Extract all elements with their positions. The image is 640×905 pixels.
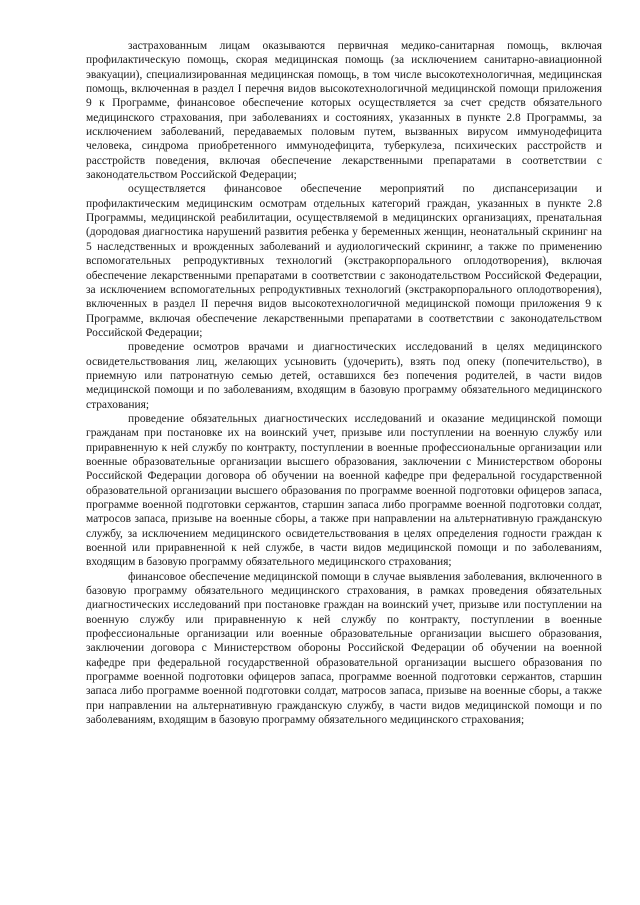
paragraph-military-registration-diagnostics: проведение обязательных диагностических исследований и оказание медицинской помощи гражданам при постановке их на воинский учет, призыве или поступлении на военную службу или приравненную к ней службу по контракту, поступлении в военные профессиональные организации или военные образовательные организации высшего образования, заключении с Министерством обороны Российской Федерации договора об обучении на военной кафедре при федеральной государственной образовательной организации высшего образования по программе военной подготовки офицеров запаса, программе военной подготовки сержантов, старшин запаса либо программе военной подготовки солдат, матросов запаса, призыве на военные сборы, а также при направлении на альтернативную гражданскую службу, за исключением медицинского освидетельствования в целях определения годности граждан к военной или приравненной к ней службе, в части видов медицинской помощи и по заболеваниям, входящим в базовую программу обязательного медицинского страхования; [86,412,602,569]
paragraph-dispanserization-financing: осуществляется финансовое обеспечение мероприятий по диспансеризации и профилактическим медицинским осмотрам отдельных категорий граждан, указанных в пункте 2.8 Программы, медицинской реабилитации, осуществляемой в медицинских организациях, пренатальная (дородовая диагностика нарушений развития ребенка у беременных женщин, неонатальный скрининг на 5 наследственных и врожденных заболеваний и аудиологический скрининг, а также по применению вспомогательных репродуктивных технологий (экстракорпорального оплодотворения), включая обеспечение лекарственными препаратами в соответствии с законодательством Российской Федерации, за исключением вспомогательных репродуктивных технологий (экстракорпорального оплодотворения), включенных в раздел II перечня видов высокотехнологичной медицинской помощи приложения 9 к Программе, включая обеспечение лекарственными препаратами в соответствии с законодательством Российской Федерации; [86,183,602,339]
document-page [86,39,602,728]
paragraph-adoption-examinations: проведение осмотров врачами и диагностических исследований в целях медицинского освидетельствования лиц, желающих усыновить (удочерить), взять под опеку (попечительство), в приемную или патронатную семью детей, оставшихся без попечения родителей, в части видов медицинской помощи и по заболеваниям, входящим в базовую программу обязательного медицинского страхования; [86,341,602,411]
paragraph-military-disease-financing: финансовое обеспечение медицинской помощи в случае выявления заболевания, включенного в базовую программу обязательного медицинского страхования, в рамках проведения обязательных диагностических исследований при постановке граждан на воинский учет, призыве или поступлении на военную службу или приравненную к ней службу по контракту, поступлении в военные профессиональные организации или военные образовательные организации высшего образования, заключении договора с Министерством обороны Российской Федерации об обучении на военной кафедре при федеральной государственной образовательной организации высшего образования по программе военной подготовки офицеров запаса, программе военной подготовки сержантов, старшин запаса либо программе военной подготовки солдат, матросов запаса, призыве на военные сборы, а также при направлении на альтернативную гражданскую службу, в части видов медицинской помощи и по заболеваниям, входящим в базовую программу обязательного медицинского страхования; [86,570,602,727]
paragraph-continued-oms-services: застрахованным лицам оказываются первичная медико-санитарная помощь, включая профилактическую помощь, скорая медицинская помощь (за исключением санитарно-авиационной эвакуации), специализированная медицинская помощь, в том числе высокотехнологичная, медицинская помощь, включенная в раздел I перечня видов высокотехнологичной медицинской помощи приложения 9 к Программе, финансовое обеспечение которых осуществляется за счет средств обязательного медицинского страхования, при заболеваниях и состояниях, указанных в пункте 2.8 Программы, за исключением заболеваний, передаваемых половым путем, вызванных вирусом иммунодефицита человека, синдрома приобретенного иммунодефицита, туберкулеза, психических расстройств и расстройств поведения, включая обеспечение лекарственными препаратами в соответствии с законодательством Российской Федерации; [86,40,602,182]
